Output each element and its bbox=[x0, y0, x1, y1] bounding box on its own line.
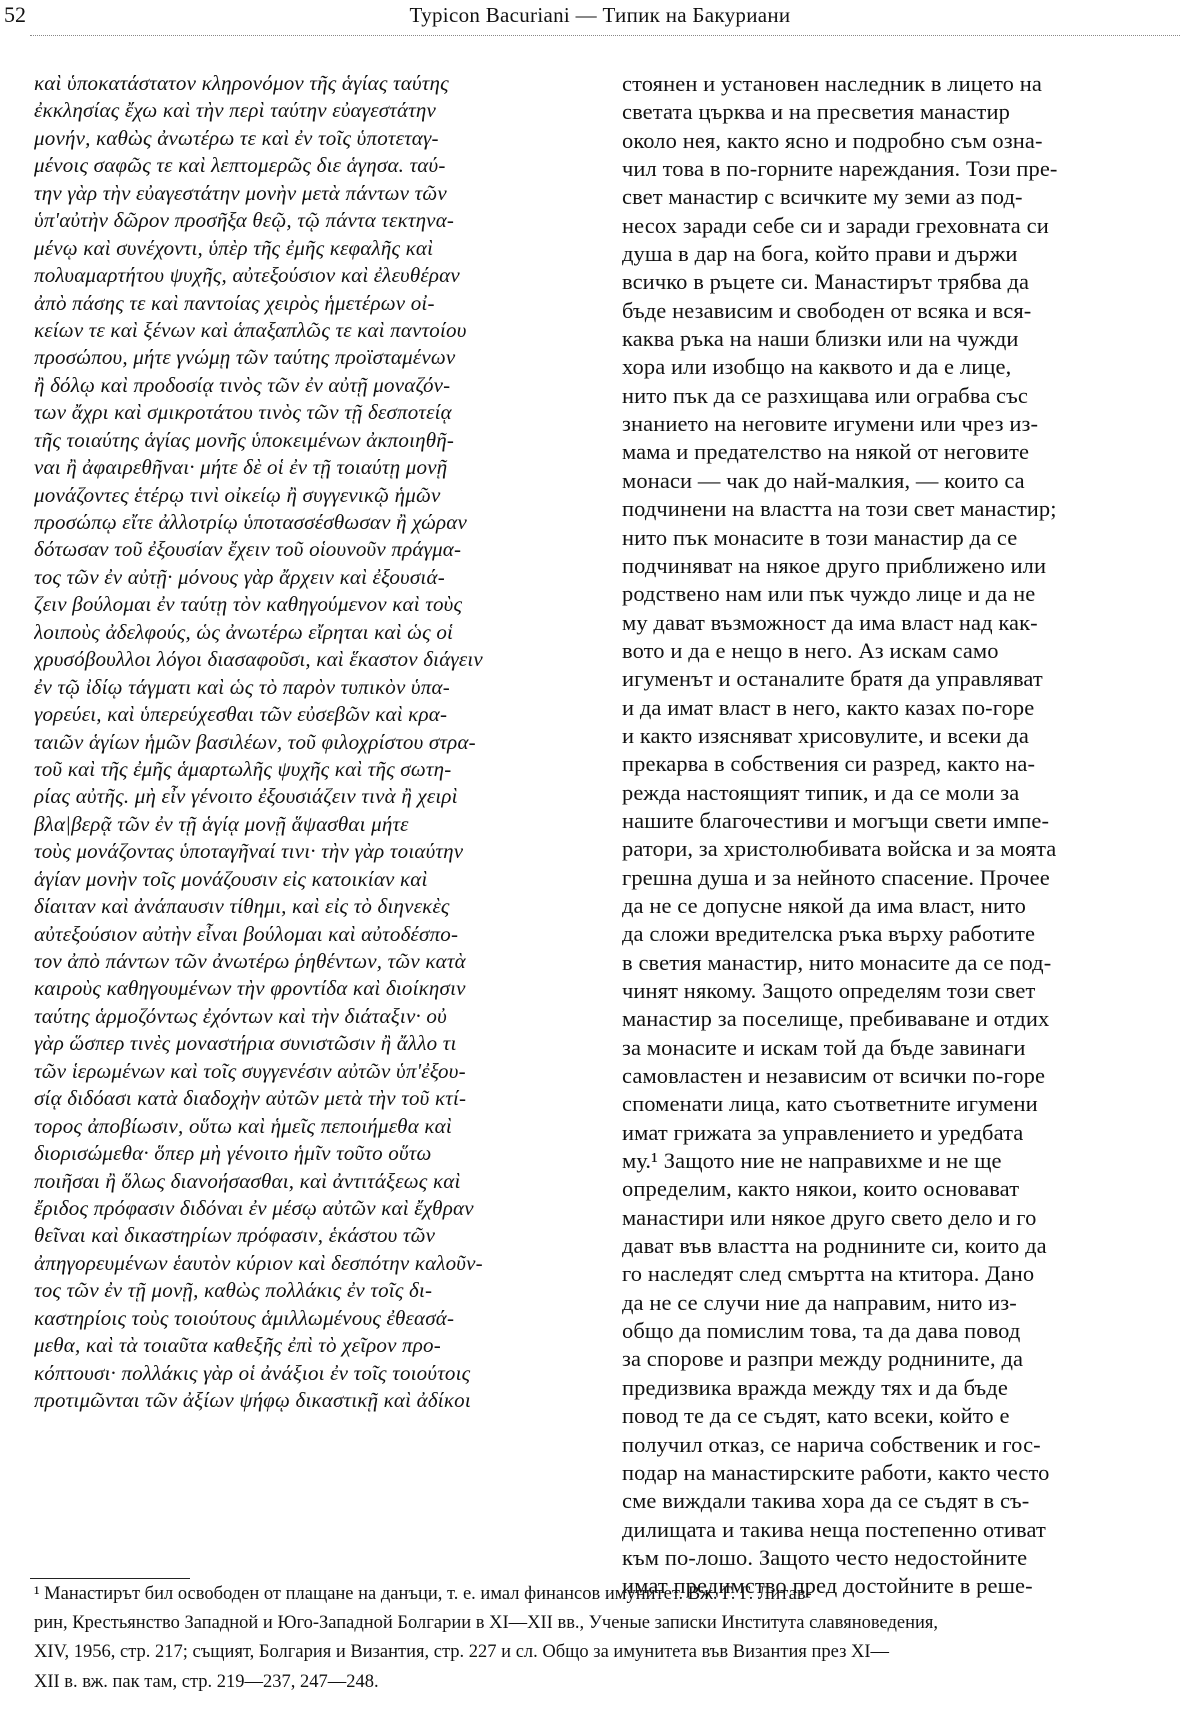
greek-text-line: κείων τε καὶ ξένων καὶ ἁπαξαπλῶς τε καὶ παντοίου bbox=[34, 317, 467, 342]
bulgarian-text-line: прекарва в собствения си разред, както на- bbox=[622, 751, 1036, 777]
greek-text-line: τορος ἀποβίωσιν, οὕτω καὶ ἡμεῖς πεποιήμεθα καὶ bbox=[34, 1113, 452, 1138]
greek-text-line: πολυαμαρτήτου ψυχῆς, αὐτεξούσιον καὶ ἐλευθέραν bbox=[34, 263, 460, 288]
greek-text-line: τῆς τοιαύτης ἁγίας μονῆς ὑποκειμένων ἀκποιηθῆ- bbox=[34, 427, 455, 452]
bulgarian-text-line: самовластен и независим от всички по-горе bbox=[622, 1063, 1046, 1089]
greek-text-line: ἐν τῷ ἰδίῳ τάγματι καὶ ὡς τὸ παρὸν τυπικὸν ὑπα- bbox=[34, 674, 450, 699]
greek-text-line: μονάζοντες ἑτέρῳ τινὶ οἰκείῳ ἢ συγγενικῷ ἡμῶν bbox=[34, 482, 441, 507]
bulgarian-text-line: да не се случи ние да направим, нито из- bbox=[622, 1289, 1017, 1315]
greek-text-line: σίᾳ διδόασι κατὰ διαδοχὴν αὐτῶν μετὰ τὴν τοῦ κτί- bbox=[34, 1086, 467, 1111]
bulgarian-text-line: повод те да се съдят, като всеки, който е bbox=[622, 1403, 1010, 1429]
greek-text-line: κόπτουσι· πολλάκις γὰρ οἱ ἀνάξιοι ἐν τοῖς τοιούτοις bbox=[34, 1360, 471, 1385]
bulgarian-text-line: бъде независим и свободен от всяка и вся- bbox=[622, 297, 1032, 323]
bulgarian-text-line: родствено нам или пък чуждо лице и да не bbox=[622, 581, 1036, 607]
greek-text-line: τοῦ καὶ τῆς ἐμῆς ἁμαρτωλῆς ψυχῆς καὶ τῆς σωτη- bbox=[34, 756, 452, 781]
greek-text-line: μονήν, καθὼς ἀνωτέρω τε καὶ ἐν τοῖς ὑποτεταγ- bbox=[34, 125, 439, 150]
greek-text-line: τῶν ἱερωμένων καὶ τοῖς συγγενέσιν αὐτῶν ὑπ'ἐξου- bbox=[34, 1058, 466, 1083]
bulgarian-text-line: стоянен и установен наследник в лицето на bbox=[622, 71, 1042, 96]
bulgarian-text-line: и както изясняват хрисовулите, и всеки да bbox=[622, 722, 1029, 748]
greek-text-line: των ἄχρι καὶ σμικροτάτου τινὸς τῶν τῇ δεσποτείᾳ bbox=[34, 400, 452, 425]
greek-text-line: τος τῶν ἐν τῇ μονῇ, καθὼς πολλάκις ἐν τοῖς δι- bbox=[34, 1278, 433, 1303]
bulgarian-text-line: споменати лица, като съответните игумени bbox=[622, 1091, 1038, 1117]
bulgarian-text-line: всичко в ръцете си. Манастирът трябва да bbox=[622, 269, 1030, 295]
bulgarian-text-line: подар на манастирските работи, както често bbox=[622, 1459, 1050, 1485]
bulgarian-text-line: вото и да е нещо в него. Аз искам само bbox=[622, 637, 999, 663]
bulgarian-text-line: монаси — чак до най-малкия, — които са bbox=[622, 467, 1025, 493]
bulgarian-text-line: каква ръка на наши близки или на чужди bbox=[622, 326, 1019, 352]
bulgarian-text-line: предизвика вражда между тях и да бъде bbox=[622, 1374, 1008, 1400]
greek-text-line: καιροὺς καθηγουμένων τὴν φροντίδα καὶ διοίκησιν bbox=[34, 976, 466, 1001]
bulgarian-text-line: го наследят след смъртта на ктитора. Дано bbox=[622, 1261, 1035, 1287]
footnote-line: XIV, 1956, стр. 217; същият, Болгария и Византия, стр. 227 и сл. Общо за имунитета във Византия през XI— bbox=[34, 1642, 890, 1663]
greek-text-line: ρίας αὐτῆς. μὴ εἶν γένοιτο ἐξουσιάζειν τινὰ ἢ χειρὶ bbox=[34, 784, 458, 809]
greek-text-line: μένῳ καὶ συνέχοντι, ὑπὲρ τῆς ἐμῆς κεφαλῆς καὶ bbox=[34, 235, 434, 260]
bulgarian-text-line: дилищата и такива неща постепенно отиват bbox=[622, 1516, 1046, 1542]
bulgarian-text-line: светата църква и на пресветия манастир bbox=[622, 99, 1010, 125]
footnote-rule bbox=[30, 1578, 190, 1579]
bulgarian-text-line: подчинени на властта на този свет манастир; bbox=[622, 496, 1057, 522]
bulgarian-text-line: хора или изобщо на каквото и да е лице, bbox=[622, 354, 1012, 380]
greek-text-line: καὶ ὑποκατάστατον κληρονόμον τῆς ἁγίας ταύτης bbox=[34, 71, 449, 95]
greek-text-line: τον ἀπὸ πάντων τῶν ἀνωτέρω ῥηθέντων, τῶν κατὰ bbox=[34, 949, 466, 973]
greek-text-line: ποιῆσαι ἢ ὅλως διανοήσασθαι, καὶ ἀντιτάξεως καὶ bbox=[34, 1168, 461, 1193]
bulgarian-text-line: ратори, за христолюбивата войска и за моята bbox=[622, 836, 1057, 862]
greek-text-line: γὰρ ὥσπερ τινὲς μοναστήρια συνιστῶσιν ἢ ἄλλο τι bbox=[34, 1031, 457, 1056]
greek-text-line: προσώπου, μήτε γνώμῃ τῶν ταύτης προϊσταμένων bbox=[34, 345, 456, 370]
bulgarian-text-line: към по-лошо. Защото често недостойните bbox=[622, 1544, 1028, 1570]
footnotes bbox=[34, 1580, 1184, 1697]
greek-text-line: δότωσαν τοῦ ἐξουσίαν ἔχειν τοῦ οἱουνοῦν πράγμα- bbox=[34, 537, 462, 562]
bulgarian-text-line: свет манастир с всичките му земи аз под- bbox=[622, 184, 1023, 210]
greek-text-line: ἀπηγορευμένων ἑαυτὸν κύριον καὶ δεσπότην καλοῦν- bbox=[34, 1250, 483, 1275]
bulgarian-text-line: за спорове и разпри между роднините, да bbox=[622, 1346, 1024, 1372]
bulgarian-text-line: сме виждали такива хора да се съдят в съ- bbox=[622, 1488, 1030, 1514]
greek-text-column bbox=[34, 70, 582, 1414]
greek-text-line: ἁγίαν μονὴν τοῖς μονάζουσιν εἰς κατοικίαν καὶ bbox=[34, 866, 428, 891]
running-title: Typicon Bacuriani — Типик на Бакуриани bbox=[409, 3, 791, 27]
greek-text-line: ἀπὸ πάσης τε καὶ παντοίας χειρὸς ἡμετέρων οἰ- bbox=[34, 290, 435, 315]
bulgarian-text-line: му.¹ Защото ние не направихме и не ще bbox=[622, 1148, 1002, 1174]
bulgarian-text-line: чинят някому. Защото определям този свет bbox=[622, 978, 1036, 1003]
bulgarian-text-line: имат грижата за управлението и уредбата bbox=[622, 1119, 1024, 1145]
greek-text-line: ταιῶν ἁγίων ἡμῶν βασιλέων, τοῦ φιλοχρίστου στρα- bbox=[34, 729, 476, 754]
greek-text-line: την γὰρ τὴν εὐαγεστάτην μονὴν μετὰ πάντων τῶν bbox=[34, 180, 447, 205]
greek-text-line: ταύτης ἁρμοζόντως ἐχόντων καὶ τὴν διάταξιν· οὐ bbox=[34, 1003, 447, 1028]
bulgarian-text-line: около нея, както ясно и подробно съм озна- bbox=[622, 127, 1043, 153]
greek-text-line: τοὺς μονάζοντας ὑποταγῆναί τινι· τὴν γὰρ τοιαύτην bbox=[34, 839, 464, 864]
greek-text-line: ὑπ'αὐτὴν δῶρον προσῆξα θεῷ, τῷ πάντα τεκτηνα- bbox=[34, 208, 455, 233]
bulgarian-text-line: манастир за поселище, пребиваване и отдих bbox=[622, 1006, 1050, 1032]
footnote-line: XII в. вж. пак там, стр. 219—237, 247—248. bbox=[34, 1671, 379, 1692]
greek-text-line: τος τῶν ἐν αὐτῇ· μόνους γὰρ ἄρχειν καὶ ἐξουσιά- bbox=[34, 564, 445, 589]
bulgarian-text-line: режда настоящият типик, и да се моли за bbox=[622, 779, 1020, 805]
greek-text-line: θεῖναι καὶ δικαστηρίων πρόφασιν, ἑκάστου τῶν bbox=[34, 1223, 436, 1248]
greek-text-line: μεθα, καὶ τὰ τοιαῦτα καθεξῆς ἐπὶ τὸ χεῖρον προ- bbox=[34, 1333, 441, 1358]
greek-text-line: δίαιταν καὶ ἀνάπαυσιν τίθημι, καὶ εἰς τὸ διηνεκὲς bbox=[34, 894, 450, 919]
greek-text-line: ἢ δόλῳ καὶ προδοσίᾳ τινὸς τῶν ἐν αὐτῇ μοναζόν- bbox=[34, 372, 451, 397]
greek-text-line: διορισώμεθα· ὅπερ μὴ γένοιτο ἡμῖν τοῦτο οὕτω bbox=[34, 1141, 432, 1166]
greek-text-line: λοιποὺς ἀδελφούς, ὡς ἀνωτέρω εἴρηται καὶ ὡς οἱ bbox=[34, 619, 454, 644]
bulgarian-text-line: му дават възможност да има власт над как- bbox=[622, 609, 1038, 635]
bulgarian-text-line: и да имат власт в него, както казах по-горе bbox=[622, 694, 1035, 720]
footnote-line: ¹ Манастирът бил освободен от плащане на данъци, т. е. имал финансов имунитет. Вж. Г. Г. Литав- bbox=[34, 1584, 812, 1604]
header-rule bbox=[30, 35, 1180, 36]
greek-text-line: αὐτεξούσιον αὐτὴν εἶναι βούλομαι καὶ αὐτοδέσπο- bbox=[34, 921, 459, 946]
greek-text-line: γορεύει, καὶ ὑπερεύχεσθαι τῶν εὐσεβῶν καὶ κρα- bbox=[34, 702, 448, 727]
bulgarian-text-line: подчиняват на някое друго приближено или bbox=[622, 552, 1047, 578]
bulgarian-text-line: нашите благочестиви и могъщи свети импе- bbox=[622, 807, 1050, 833]
bulgarian-text-line: манастири или някое друго свето дело и го bbox=[622, 1204, 1037, 1230]
bulgarian-text-line: несох заради себе си и заради греховната си bbox=[622, 212, 1049, 238]
bulgarian-text-line: душа в дар на бога, който прави и държи bbox=[622, 241, 1018, 267]
footnote-line: рин, Крестьянство Западной и Юго-Западной Болгарии в XI—XII вв., Ученые записки Института славяноведения, bbox=[34, 1613, 939, 1634]
bulgarian-text-line: нито пък да се разхищава или ограбва със bbox=[622, 382, 1028, 408]
page-number: 52 bbox=[4, 2, 26, 27]
greek-text-line: μένοις σαφῶς τε καὶ λεπτομερῶς διε ἁγησα. ταύ- bbox=[34, 153, 446, 178]
greek-text-line: ἔριδος πρόφασιν διδόναι ἐν μέσῳ αὐτῶν καὶ ἔχθραν bbox=[34, 1195, 474, 1220]
bulgarian-text-line: определим, както някои, които основават bbox=[622, 1176, 1020, 1202]
greek-text-line: ζειν βούλομαι ἐν ταύτῃ τὸν καθηγούμενον καὶ τοὺς bbox=[34, 592, 463, 617]
bulgarian-text-line: знанието на неговите игумени или чрез из- bbox=[622, 411, 1039, 437]
greek-text-line: καστηρίοις τοὺς τοιούτους ἁμιλλωμένους ἐθεασά- bbox=[34, 1305, 455, 1330]
bulgarian-text-line: чил това в по-горните нареждания. Този пре- bbox=[622, 156, 1058, 182]
greek-text-line: ναι ἢ ἀφαιρεθῆναι· μήτε δὲ οἱ ἐν τῇ τοιαύτῃ μονῇ bbox=[34, 455, 448, 480]
greek-text-line: προτιμῶνται τῶν ἀξίων ψήφῳ δικαστικῇ καὶ ἀδίκοι bbox=[34, 1388, 471, 1412]
bulgarian-text-column bbox=[622, 70, 1182, 1601]
bulgarian-text-line: общо да помислим това, та да дава повод bbox=[622, 1318, 1021, 1344]
bulgarian-text-line: мама и предателство на някой от неговите bbox=[622, 439, 1030, 465]
bulgarian-text-line: да не се допусне някой да има власт, нито bbox=[622, 892, 1026, 918]
bulgarian-text-line: за монасите и искам той да бъде завинаги bbox=[622, 1034, 1026, 1060]
bulgarian-text-line: в светия манастир, нито монасите да се под- bbox=[622, 949, 1052, 975]
bulgarian-text-line: грешна душа и за нейното спасение. Прочее bbox=[622, 864, 1050, 890]
bulgarian-text-line: имат предимство пред достойните в реше- bbox=[622, 1573, 1033, 1599]
bulgarian-text-line: игуменът и останалите братя да управляват bbox=[622, 666, 1043, 692]
bulgarian-text-line: нито пък монасите в този манастир да се bbox=[622, 524, 1018, 550]
bulgarian-text-line: получил отказ, се нарича собственик и гос- bbox=[622, 1431, 1041, 1457]
greek-text-line: χρυσόβουλλοι λόγοι διασαφοῦσι, καὶ ἕκαστον διάγειν bbox=[34, 647, 483, 672]
greek-text-line: βλα|βερᾷ τῶν ἐν τῇ ἁγίᾳ μονῇ ἅψασθαι μήτε bbox=[34, 811, 409, 836]
bulgarian-text-line: дават във властта на роднините си, които да bbox=[622, 1233, 1047, 1259]
greek-text-line: ἐκκλησίας ἔχω καὶ τὴν περὶ ταύτην εὐαγεστάτην bbox=[34, 98, 437, 123]
bulgarian-text-line: да сложи вредителска ръка върху работите bbox=[622, 921, 1036, 947]
greek-text-line: προσώπῳ εἴτε ἀλλοτρίῳ ὑποτασσέσθωσαν ἢ χώραν bbox=[34, 510, 468, 534]
